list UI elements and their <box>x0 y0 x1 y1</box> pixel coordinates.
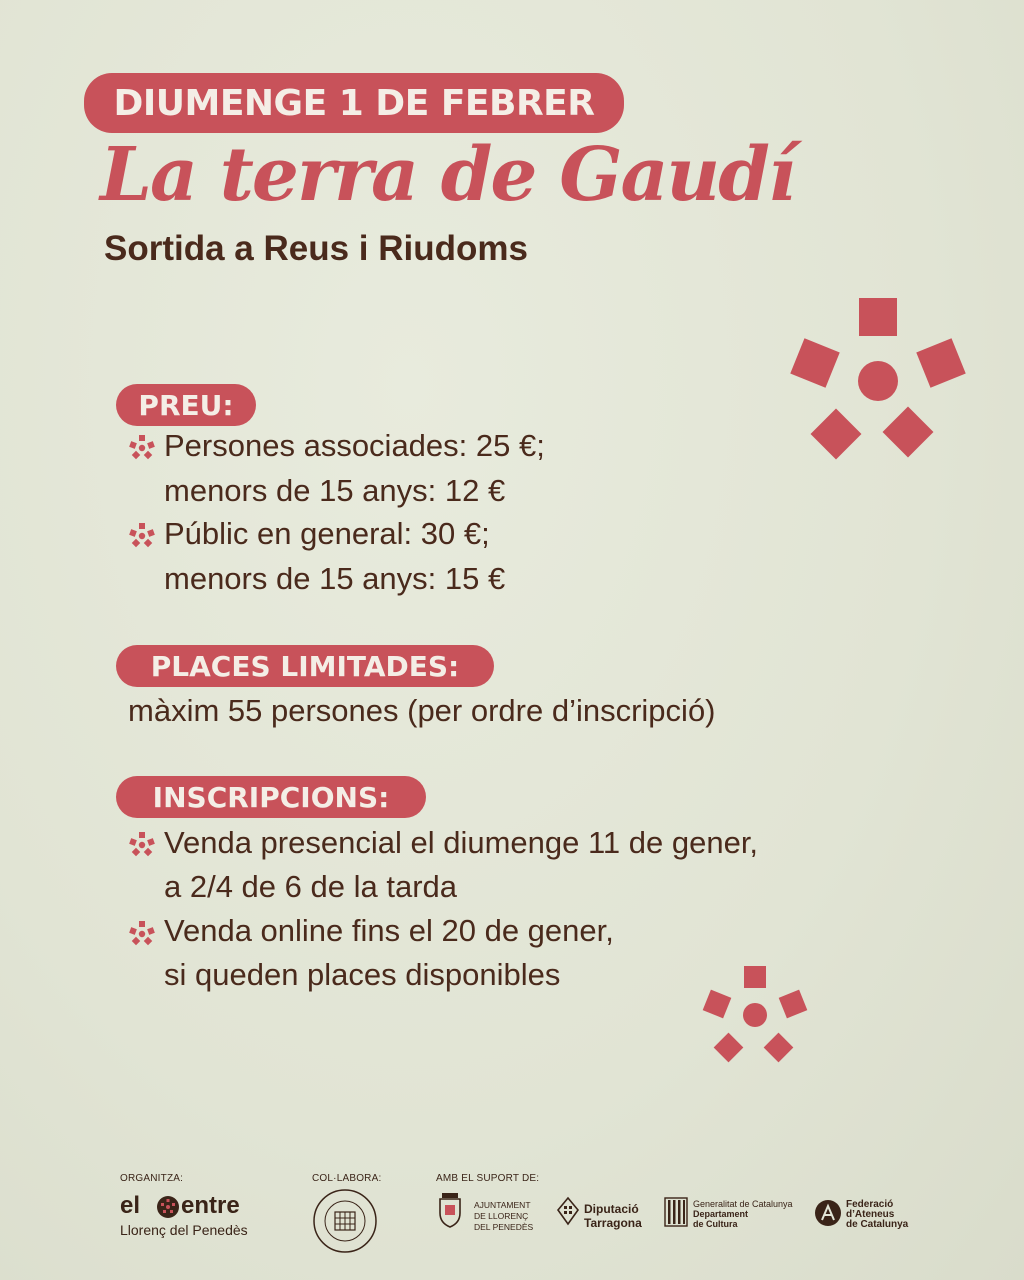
flower-decoration-icon <box>790 296 966 466</box>
flower-bullet-icon <box>127 829 157 859</box>
parroquia-seal-logo <box>312 1188 378 1254</box>
el-centre-place: Llorenç del Penedès <box>120 1222 248 1238</box>
generalitat-flag-icon <box>664 1197 688 1227</box>
event-subtitle: Sortida a Reus i Riudoms <box>104 229 528 268</box>
date-badge: DIUMENGE 1 DE FEBRER <box>84 73 624 133</box>
diputacio-line-1: Diputació <box>584 1202 639 1216</box>
flower-bullet-icon <box>127 432 157 462</box>
flower-bullet-icon <box>127 918 157 948</box>
federacio-line-2: d’Ateneus <box>846 1209 895 1220</box>
registration-line-online: Venda online fins el 20 de gener, <box>164 913 614 948</box>
ajuntament-line-3: DEL PENEDÈS <box>474 1222 534 1232</box>
registration-line-online-availability: si queden places disponibles <box>164 957 561 992</box>
ajuntament-line-2: DE LLORENÇ <box>474 1211 529 1221</box>
registration-label: INSCRIPCIONS: <box>116 776 426 818</box>
registration-line-in-person-time: a 2/4 de 6 de la tarda <box>164 869 458 904</box>
diputacio-line-2: Tarragona <box>584 1216 642 1230</box>
generalitat-line-3: de Cultura <box>693 1219 738 1229</box>
collaborator-label: COL·LABORA: <box>312 1173 382 1184</box>
price-label: PREU: <box>116 384 256 426</box>
event-title: La terra de Gaudí <box>100 132 795 218</box>
federacio-line-1: Federació <box>846 1199 894 1210</box>
el-centre-name-part1: el <box>120 1192 141 1219</box>
organizer-label: ORGANITZA: <box>120 1173 184 1184</box>
el-centre-name-part2: entre <box>181 1192 240 1219</box>
generalitat-line-1: Generalitat de Catalunya <box>693 1199 793 1209</box>
ajuntament-shield-icon <box>436 1193 464 1229</box>
flower-bullet-icon <box>127 520 157 550</box>
diputacio-mark-icon <box>556 1196 580 1226</box>
registration-line-in-person: Venda presencial el diumenge 11 de gener, <box>164 825 759 860</box>
flower-decoration-icon <box>700 963 810 1067</box>
ajuntament-line-1: AJUNTAMENT <box>474 1200 531 1210</box>
places-label: PLACES LIMITADES: <box>116 645 494 687</box>
price-line-public-minors: menors de 15 anys: 15 € <box>164 561 506 596</box>
support-label: AMB EL SUPORT DE: <box>436 1173 540 1184</box>
generalitat-line-2: Departament <box>693 1209 749 1219</box>
el-centre-mark-icon <box>156 1195 180 1219</box>
el-centre-logo <box>120 1192 270 1242</box>
price-line-members-minors: menors de 15 anys: 12 € <box>164 473 506 508</box>
price-line-members: Persones associades: 25 €; <box>164 428 545 463</box>
federacio-circle-icon <box>814 1199 842 1227</box>
price-line-public: Públic en general: 30 €; <box>164 516 490 551</box>
federacio-line-3: de Catalunya <box>846 1219 909 1230</box>
places-text: màxim 55 persones (per ordre d’inscripció) <box>128 693 716 728</box>
